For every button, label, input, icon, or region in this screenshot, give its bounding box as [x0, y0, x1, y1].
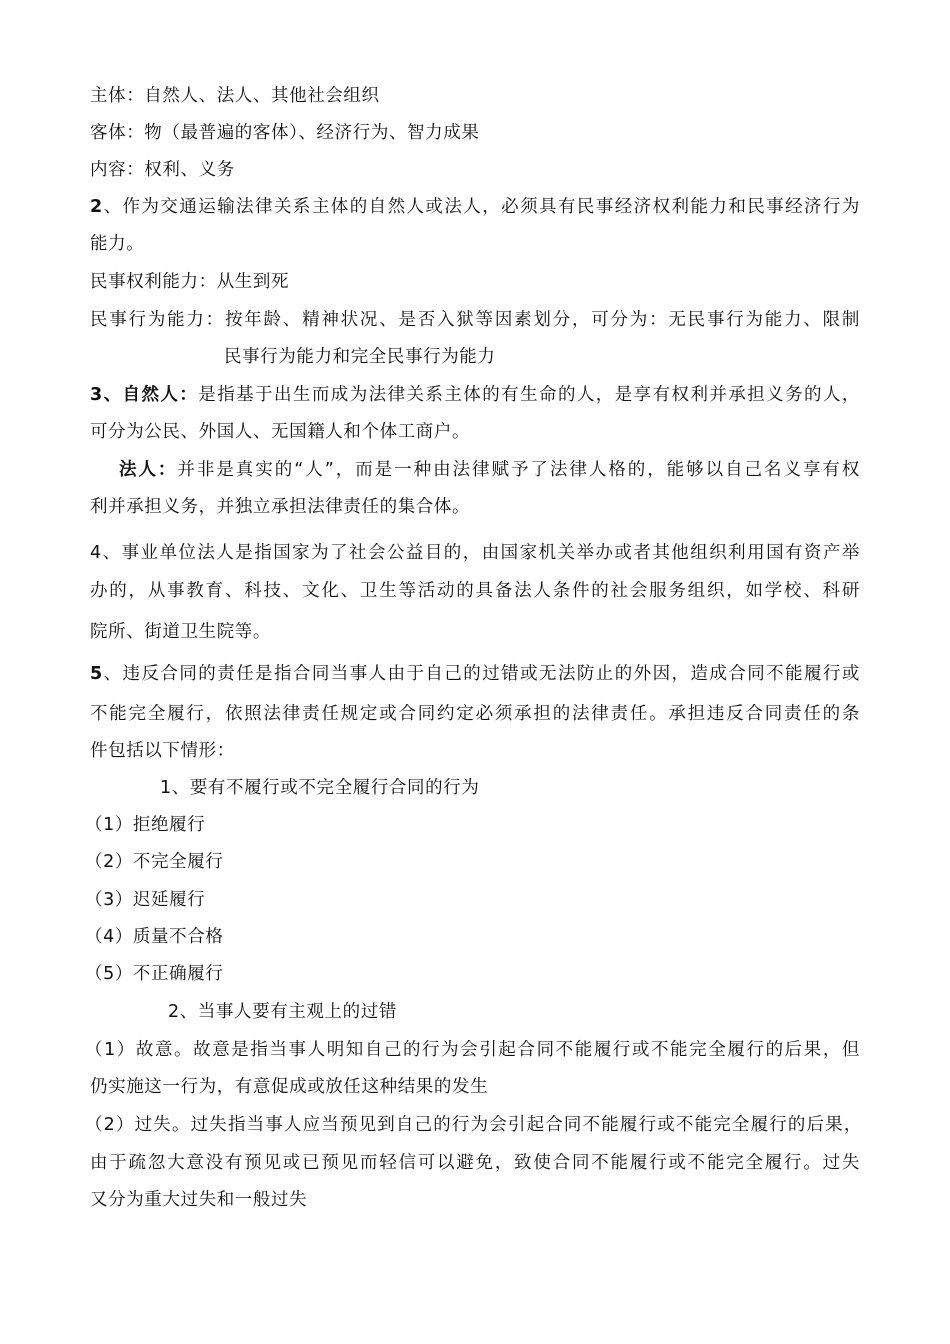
item-5-line1: 5、违反合同的责任是指合同当事人由于自己的过错或无法防止的外因，造成合同不能履行或 — [90, 664, 860, 684]
civil-conduct-capacity-line2: 民事行为能力和完全民事行为能力 — [224, 347, 496, 367]
content-line: 内容：权利、义务 — [90, 160, 235, 180]
item-3-line2: 可分为公民、外国人、无国籍人和个体工商户。 — [90, 422, 471, 442]
intent-line2: 仍实施这一行为，有意促成或放任这种结果的发生 — [90, 1077, 489, 1097]
item-5-line3: 件包括以下情形： — [90, 741, 235, 761]
condition-1-item-1: （1）拒绝履行 — [85, 815, 206, 835]
condition-1-item-2: （2）不完全履行 — [85, 852, 224, 872]
object-line: 客体：物（最普遍的客体）、经济行为、智力成果 — [90, 123, 480, 143]
negligence-line1: （2）过失。过失指当事人应当预见到自己的行为会引起合同不能履行或不能完全履行的后果， — [85, 1115, 862, 1135]
intent-line1: （1）故意。故意是指当事人明知自己的行为会引起合同不能履行或不能完全履行的后果，但 — [85, 1040, 860, 1060]
civil-conduct-capacity-line1: 民事行为能力：按年龄、精神状况、是否入狱等因素划分，可分为：无民事行为能力、限制 — [90, 310, 860, 330]
item-4-line2: 办的，从事教育、科技、文化、卫生等活动的具备法人条件的社会服务组织，如学校、科研 — [90, 581, 860, 601]
item-2-line2: 能力。 — [90, 234, 145, 254]
legal-person-line1: 法人：并非是真实的“人”，而是一种由法律赋予了法律人格的，能够以自己名义享有权 — [119, 460, 860, 480]
condition-1-item-4: （4）质量不合格 — [85, 927, 224, 947]
item-5-line2: 不能完全履行，依照法律责任规定或合同约定必须承担的法律责任。承担违反合同责任的条 — [90, 704, 860, 724]
condition-1-item-5: （5）不正确履行 — [85, 964, 224, 984]
natural-person-term: 、自然人： — [102, 385, 199, 405]
item-4-line3: 院所、街道卫生院等。 — [90, 622, 271, 642]
legal-person-term: 法人： — [119, 460, 178, 480]
condition-1-heading: 1、要有不履行或不完全履行合同的行为 — [160, 778, 480, 798]
condition-1-item-3: （3）迟延履行 — [85, 890, 206, 910]
item-4-line1: 4、事业单位法人是指国家为了社会公益目的，由国家机关举办或者其他组织利用国有资产举 — [90, 543, 860, 563]
civil-rights-capacity: 民事权利能力：从生到死 — [90, 272, 290, 292]
negligence-line2: 由于疏忽大意没有预见或已预见而轻信可以避免，致使合同不能履行或不能完全履行。过失 — [90, 1153, 860, 1173]
subject-line: 主体：自然人、法人、其他社会组织 — [90, 86, 380, 106]
item-2-line1: 2、作为交通运输法律关系主体的自然人或法人，必须具有民事经济权利能力和民事经济行为 — [90, 197, 860, 217]
item-3-line1: 3、自然人：是指基于出生而成为法律关系主体的有生命的人，是享有权利并承担义务的人， — [90, 385, 860, 405]
item-2-number: 2 — [90, 197, 103, 217]
negligence-line3: 又分为重大过失和一般过失 — [90, 1190, 308, 1210]
legal-person-line2: 利并承担义务，并独立承担法律责任的集合体。 — [90, 497, 471, 517]
condition-2-heading: 2、当事人要有主观上的过错 — [168, 1002, 397, 1022]
